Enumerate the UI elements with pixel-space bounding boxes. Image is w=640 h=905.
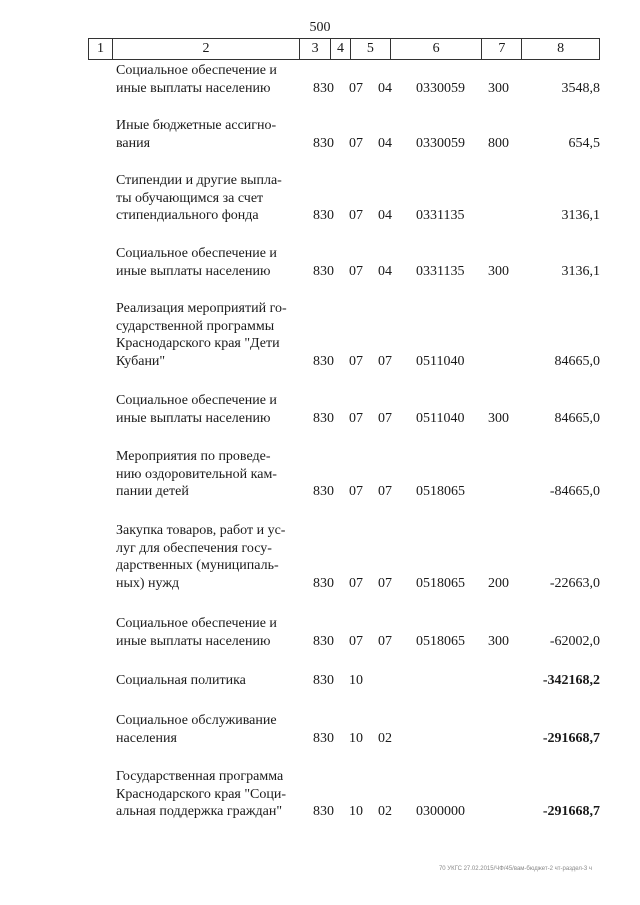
cell-col-4: 07 (349, 410, 363, 426)
cell-col-3: 830 (313, 804, 334, 819)
cell-col-3: 830 (313, 633, 334, 649)
cell-col-4: 10 (349, 730, 363, 746)
description-line: ных) нужд (116, 575, 180, 591)
cell-col-5: 02 (378, 730, 392, 746)
row-description (116, 117, 306, 152)
description-line: Иные бюджетные ассигно- (116, 118, 277, 133)
cell-col-6: 0511040 (416, 410, 465, 426)
column-header-4: 4 (331, 39, 351, 59)
description-line: иные выплаты населению (116, 633, 271, 649)
description-line: Государственная программа (116, 769, 284, 784)
description-line: Закупка товаров, работ и ус- (116, 523, 286, 538)
cell-col-7: 200 (488, 575, 509, 591)
page-number: 500 (309, 20, 331, 35)
description-line: Реализация мероприятий го- (116, 301, 287, 316)
cell-col-4: 10 (349, 804, 363, 819)
description-line: нию оздоровительной кам- (116, 466, 277, 482)
column-header-2: 2 (113, 39, 300, 59)
description-line: Социальное обеспечение и (116, 616, 277, 631)
row-description (116, 712, 306, 747)
description-line: Стипендии и другие выпла- (116, 173, 282, 188)
description-line: Социальное обеспечение и (116, 393, 277, 408)
cell-col-3: 830 (313, 80, 334, 96)
row-description (116, 615, 306, 650)
cell-col-8: 3136,1 (561, 263, 600, 279)
cell-col-4: 07 (349, 80, 363, 96)
description-line: ты обучающимся за счет (116, 190, 264, 206)
row-description (116, 172, 306, 225)
description-line: стипендиального фонда (116, 208, 259, 223)
cell-col-8: -291668,7 (542, 730, 600, 746)
description-line: сударственной программы (116, 318, 275, 334)
description-line: Социальное обеспечение и (116, 63, 277, 78)
cell-col-5: 07 (378, 484, 392, 499)
cell-col-6: 0511040 (416, 353, 465, 369)
cell-col-5: 07 (378, 353, 392, 369)
cell-col-8: 84665,0 (554, 410, 600, 426)
cell-col-8: 3136,1 (561, 208, 600, 223)
cell-col-5: 07 (378, 410, 392, 426)
row-description (116, 392, 306, 427)
row-description (116, 522, 306, 592)
cell-col-8: 654,5 (568, 135, 600, 151)
cell-col-4: 07 (349, 135, 363, 151)
cell-col-6: 0300000 (416, 804, 465, 819)
cell-col-4: 07 (349, 484, 363, 499)
cell-col-5: 07 (378, 575, 392, 591)
footer-reference: 70 УКГС 27.02.2015/ЧФ/45/вам-бюджет-2 чт-раздел-3 ч (438, 866, 592, 872)
description-line: Социальная политика (116, 673, 246, 688)
cell-col-3: 830 (313, 208, 334, 223)
description-line: альная поддержка граждан" (116, 804, 283, 819)
row-description (116, 768, 306, 821)
row-description (116, 245, 306, 280)
cell-col-7: 300 (488, 80, 509, 96)
column-header-3: 3 (300, 39, 331, 59)
cell-col-6: 0331135 (416, 263, 465, 279)
cell-col-3: 830 (313, 484, 334, 499)
cell-col-7: 300 (488, 263, 509, 279)
cell-col-8: -291668,7 (542, 804, 600, 819)
row-description (116, 448, 306, 501)
column-header-row (88, 38, 600, 60)
cell-col-8: -62002,0 (549, 633, 600, 649)
column-header-1: 1 (89, 39, 113, 59)
description-line: вания (116, 135, 151, 151)
description-line: Краснодарского края "Дети (116, 336, 280, 351)
cell-col-8: -342168,2 (542, 673, 600, 688)
cell-col-3: 830 (313, 135, 334, 151)
row-description (116, 300, 306, 370)
cell-col-3: 830 (313, 730, 334, 746)
description-line: населения (116, 730, 177, 746)
cell-col-4: 10 (349, 673, 363, 688)
column-header-6: 6 (391, 39, 483, 59)
row-description (116, 672, 306, 690)
cell-col-6: 0330059 (416, 135, 465, 151)
cell-col-4: 07 (349, 208, 363, 223)
cell-col-7: 300 (488, 410, 509, 426)
cell-col-5: 04 (378, 80, 392, 96)
cell-col-5: 02 (378, 804, 392, 819)
description-line: Социальное обслуживание (116, 713, 277, 728)
cell-col-3: 830 (313, 353, 334, 369)
cell-col-5: 04 (378, 208, 392, 223)
cell-col-8: 84665,0 (554, 353, 600, 369)
cell-col-7: 800 (488, 135, 509, 151)
description-line: Краснодарского края "Соци- (116, 786, 287, 802)
description-line: иные выплаты населению (116, 410, 271, 426)
cell-col-5: 04 (378, 135, 392, 151)
cell-col-8: -84665,0 (549, 484, 600, 499)
column-header-7: 7 (482, 39, 522, 59)
cell-col-4: 07 (349, 263, 363, 279)
description-line: луг для обеспечения госу- (116, 540, 272, 556)
cell-col-6: 0518065 (416, 633, 465, 649)
cell-col-5: 07 (378, 633, 392, 649)
description-line: Кубани" (116, 353, 166, 369)
cell-col-3: 830 (313, 673, 334, 688)
cell-col-5: 04 (378, 263, 392, 279)
cell-col-3: 830 (313, 575, 334, 591)
cell-col-4: 07 (349, 353, 363, 369)
cell-col-3: 830 (313, 263, 334, 279)
cell-col-6: 0330059 (416, 80, 465, 96)
cell-col-8: 3548,8 (561, 80, 600, 96)
cell-col-8: -22663,0 (549, 575, 600, 591)
cell-col-4: 07 (349, 575, 363, 591)
row-description (116, 62, 306, 97)
description-line: иные выплаты населению (116, 80, 271, 96)
column-header-5: 5 (351, 39, 391, 59)
description-line: иные выплаты населению (116, 263, 271, 279)
description-line: Социальное обеспечение и (116, 246, 277, 261)
cell-col-6: 0518065 (416, 484, 465, 499)
description-line: дарственных (муниципаль- (116, 558, 279, 573)
description-line: Мероприятия по проведе- (116, 449, 271, 464)
cell-col-4: 07 (349, 633, 363, 649)
cell-col-6: 0518065 (416, 575, 465, 591)
cell-col-3: 830 (313, 410, 334, 426)
column-header-8: 8 (557, 41, 565, 56)
cell-col-7: 300 (488, 633, 509, 649)
description-line: пании детей (116, 484, 189, 499)
cell-col-6: 0331135 (416, 208, 465, 223)
